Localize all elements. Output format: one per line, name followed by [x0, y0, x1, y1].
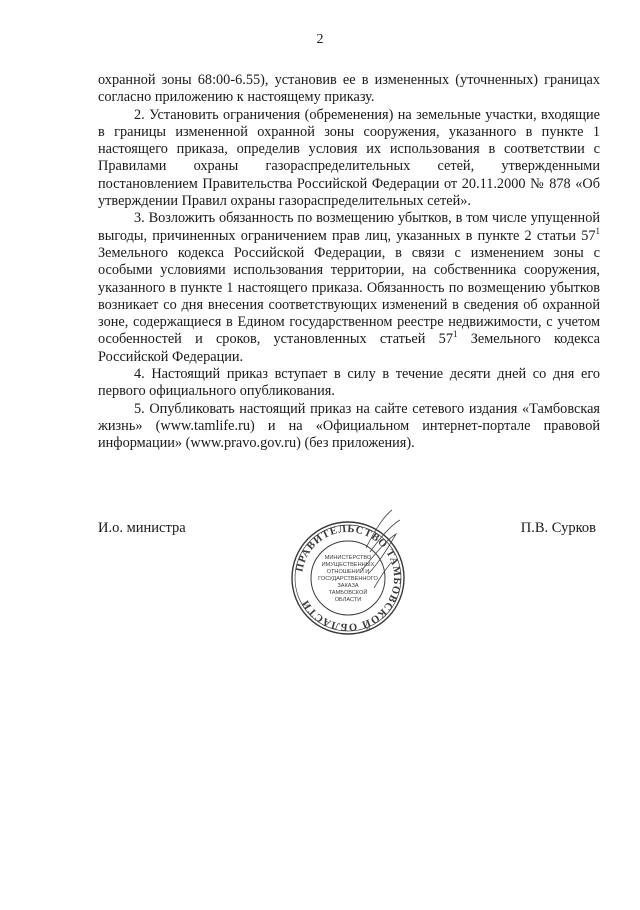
paragraph-4: 4. Настоящий приказ вступает в силу в течение десяти дней со дня его первого официального опубликования. [98, 366, 600, 400]
paragraph-3-part-b: Земельного кодекса Российской Федерации, в связи с изменением зоны с особыми условиями использования территории, на собственника сооружения, указанного в пункте 1 настоящего приказа. Обязанность по возмещению убытков возникает со дня внесения соответствующих изменений в сведения об охранной зоне, содержащиеся в Едином государственном реестре недвижимости, с учетом особенностей и сроков, установленных статьей 57 [98, 244, 600, 348]
paragraph-3-part-c: Земельного кодекса Российской Федерации. [98, 331, 600, 365]
stamp-inner-line: ЗАКАЗА [337, 583, 359, 589]
stamp-inner-line: ГОСУДАРСТВЕННОГО [318, 576, 378, 582]
document-body [98, 72, 600, 453]
page-number: 2 [316, 32, 324, 47]
paragraph-5: 5. Опубликовать настоящий приказ на сайте сетевого издания «Тамбовская жизнь» (www.tamlife.ru) и на «Официальном интернет-портале правовой информации» (www.pravo.gov.ru) (без приложения). [98, 400, 600, 452]
stamp-inner-line: ОТНОШЕНИЙ И [326, 569, 370, 575]
official-stamp [288, 508, 408, 638]
stamp-inner-line: ИМУЩЕСТВЕННЫХ [321, 562, 375, 568]
signatory-name: П.В. Сурков [520, 520, 596, 536]
signatory-position: И.о. министра [98, 520, 186, 536]
paragraph-3 [98, 210, 600, 366]
paragraph-1: охранной зоны 68:00-6.55), установив ее в измененных (уточненных) границах согласно приложению к настоящему приказу. [98, 72, 600, 106]
stamp-outer-text: ПРАВИТЕЛЬСТВО ТАМБОВСКОЙ ОБЛАСТИ [294, 523, 403, 633]
superscript-2: 1 [452, 329, 458, 340]
paragraph-2: 2. Установить ограничения (обременения) на земельные участки, входящие в границы измененной охранной зоны сооружения, указанного в пункте 1 настоящего приказа, определив условия их использования в соответствии с Правилами охраны газораспределительных сетей, утвержденными постановлением Правительства Российской Федерации от 20.11.2000 № 878 «Об утверждении Правил охраны газораспределительных сетей». [98, 106, 600, 210]
superscript-1: 1 [595, 225, 600, 236]
stamp-inner-line: ОБЛАСТИ [334, 597, 362, 603]
paragraph-3-part-a: 3. Возложить обязанность по возмещению убытков, в том числе упущенной выгоды, причиненных ограничением прав лиц, указанных в пункте 2 статьи 57 [98, 210, 600, 244]
stamp-inner-line: МИНИСТЕРСТВО [324, 555, 372, 561]
stamp-inner-line: ТАМБОВСКОЙ [328, 590, 368, 596]
